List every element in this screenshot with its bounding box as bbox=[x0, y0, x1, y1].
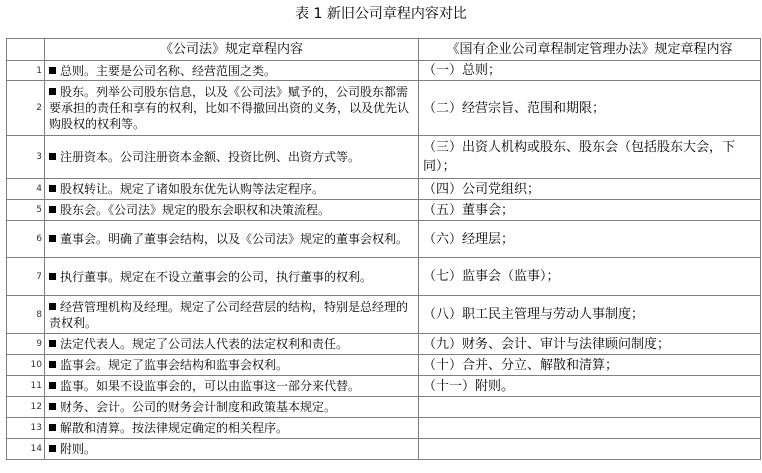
company-law-text: 财务、会计。公司的财务会计制度和政策基本规定。 bbox=[60, 400, 337, 414]
soe-measures-cell: （八）职工民主管理与劳动人事制度； bbox=[419, 296, 761, 334]
table-row bbox=[7, 355, 761, 376]
table-row bbox=[7, 296, 761, 334]
table-caption: 表 1 新旧公司章程内容对比 bbox=[295, 6, 467, 22]
row-number: 2 bbox=[7, 81, 45, 136]
header-company-law: 《公司法》规定章程内容 bbox=[45, 39, 419, 61]
company-law-text: 注册资本。公司注册资本金额、投资比例、出资方式等。 bbox=[60, 150, 361, 164]
company-law-cell bbox=[45, 439, 419, 460]
company-law-cell bbox=[45, 296, 419, 334]
soe-measures-cell: （十）合并、分立、解散和清算； bbox=[419, 355, 761, 376]
table-row bbox=[7, 200, 761, 221]
bullet-icon bbox=[49, 424, 56, 431]
soe-measures-cell: （二）经营宗旨、范围和期限； bbox=[419, 81, 761, 136]
row-number: 1 bbox=[7, 61, 45, 81]
company-law-text: 监事会。规定了监事会结构和监事会权利。 bbox=[60, 358, 289, 372]
table-header-row bbox=[7, 39, 761, 61]
table-row bbox=[7, 376, 761, 397]
company-law-cell bbox=[45, 81, 419, 136]
row-number: 5 bbox=[7, 200, 45, 221]
company-law-cell bbox=[45, 376, 419, 397]
soe-measures-cell bbox=[419, 418, 761, 439]
table-row bbox=[7, 221, 761, 258]
row-number: 4 bbox=[7, 179, 45, 200]
company-law-cell bbox=[45, 418, 419, 439]
table-row bbox=[7, 418, 761, 439]
row-number: 12 bbox=[7, 397, 45, 418]
comparison-table bbox=[6, 38, 761, 460]
header-corner bbox=[7, 39, 45, 61]
table-row bbox=[7, 397, 761, 418]
company-law-text: 法定代表人。规定了公司法人代表的法定权利和责任。 bbox=[60, 337, 349, 351]
company-law-text: 监事。如果不设监事会的，可以由监事这一部分来代替。 bbox=[60, 379, 361, 393]
company-law-text: 董事会。明确了董事会结构，以及《公司法》规定的董事会权利。 bbox=[60, 232, 409, 246]
bullet-icon bbox=[49, 303, 56, 310]
table-row bbox=[7, 179, 761, 200]
soe-measures-cell: （六）经理层； bbox=[419, 221, 761, 258]
table-row bbox=[7, 61, 761, 81]
company-law-cell bbox=[45, 136, 419, 179]
soe-measures-cell: （五）董事会； bbox=[419, 200, 761, 221]
soe-measures-cell: （十一）附则。 bbox=[419, 376, 761, 397]
row-number: 3 bbox=[7, 136, 45, 179]
bullet-icon bbox=[49, 273, 56, 280]
company-law-cell bbox=[45, 61, 419, 81]
company-law-cell bbox=[45, 334, 419, 355]
bullet-icon bbox=[49, 445, 56, 452]
soe-measures-cell: （七）监事会（监事）； bbox=[419, 258, 761, 296]
company-law-cell bbox=[45, 221, 419, 258]
company-law-text: 附则。 bbox=[60, 442, 97, 456]
row-number: 6 bbox=[7, 221, 45, 258]
soe-measures-cell: （三）出资人机构或股东、股东会（包括股东大会，下同）； bbox=[419, 136, 761, 179]
table-row bbox=[7, 81, 761, 136]
bullet-icon bbox=[49, 185, 56, 192]
soe-measures-cell bbox=[419, 397, 761, 418]
soe-measures-cell: （九）财务、会计、审计与法律顾问制度； bbox=[419, 334, 761, 355]
soe-measures-cell bbox=[419, 439, 761, 460]
bullet-icon bbox=[49, 403, 56, 410]
company-law-text: 股权转让。规定了诸如股东优先认购等法定程序。 bbox=[60, 182, 325, 196]
row-number: 14 bbox=[7, 439, 45, 460]
soe-measures-cell: （四）公司党组织； bbox=[419, 179, 761, 200]
row-number: 10 bbox=[7, 355, 45, 376]
bullet-icon bbox=[49, 67, 56, 74]
row-number: 9 bbox=[7, 334, 45, 355]
company-law-cell bbox=[45, 200, 419, 221]
header-soe-measures: 《国有企业公司章程制定管理办法》规定章程内容 bbox=[419, 39, 761, 61]
soe-measures-cell: （一）总则； bbox=[419, 61, 761, 81]
bullet-icon bbox=[49, 361, 56, 368]
bullet-icon bbox=[49, 153, 56, 160]
table-row bbox=[7, 439, 761, 460]
bullet-icon bbox=[49, 88, 56, 95]
bullet-icon bbox=[49, 235, 56, 242]
row-number: 8 bbox=[7, 296, 45, 334]
table-row bbox=[7, 334, 761, 355]
row-number: 7 bbox=[7, 258, 45, 296]
bullet-icon bbox=[49, 382, 56, 389]
table-row bbox=[7, 258, 761, 296]
company-law-text: 股东会。《公司法》规定的股东会职权和决策流程。 bbox=[60, 203, 331, 217]
bullet-icon bbox=[49, 340, 56, 347]
company-law-text: 执行董事。规定在不设立董事会的公司，执行董事的权利。 bbox=[60, 269, 373, 284]
bullet-icon bbox=[49, 206, 56, 213]
company-law-text: 股东。列举公司股东信息，以及《公司法》赋予的，公司股东都需要承担的责任和享有的权利，比如不得撤回出资的义务，以及优先认购股权的权利等。 bbox=[49, 85, 410, 131]
company-law-cell bbox=[45, 258, 419, 296]
company-law-cell bbox=[45, 397, 419, 418]
table-row bbox=[7, 136, 761, 179]
company-law-cell bbox=[45, 179, 419, 200]
company-law-text: 经营管理机构及经理。规定了公司经营层的结构，特别是总经理的责权利。 bbox=[49, 299, 409, 330]
company-law-text: 解散和清算。按法律规定确定的相关程序。 bbox=[60, 421, 289, 435]
company-law-cell bbox=[45, 355, 419, 376]
company-law-text: 总则。主要是公司名称、经营范围之类。 bbox=[60, 63, 277, 78]
row-number: 11 bbox=[7, 376, 45, 397]
row-number: 13 bbox=[7, 418, 45, 439]
